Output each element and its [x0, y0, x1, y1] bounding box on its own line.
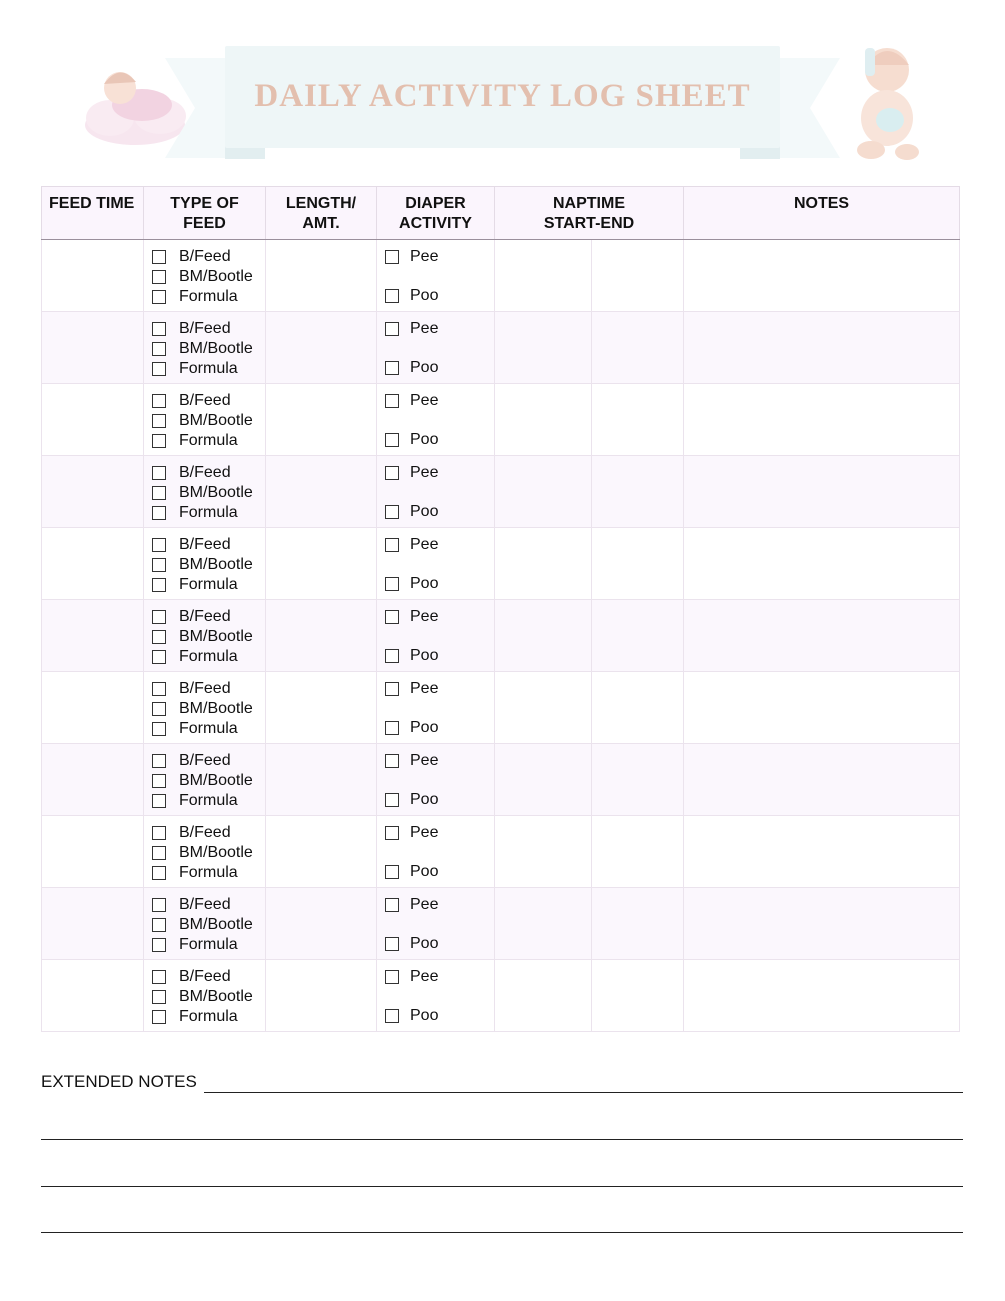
notes-cell[interactable] [684, 312, 960, 384]
diaper-activity-cell [377, 960, 495, 1032]
diaper-option [385, 646, 494, 666]
feed-option-label: BM/Bootle [179, 988, 253, 1005]
diaper-option [385, 823, 494, 843]
checkbox-icon[interactable] [152, 722, 166, 736]
length-amt-cell[interactable] [266, 672, 377, 744]
feed-option [152, 503, 265, 523]
diaper-option [385, 391, 494, 411]
naptime-start-cell[interactable] [495, 960, 592, 1032]
naptime-end-cell[interactable] [592, 816, 684, 888]
table-header-row [42, 187, 960, 240]
type-of-feed-cell [144, 240, 266, 312]
feed-option-label: B/Feed [179, 752, 231, 769]
diaper-option [385, 535, 494, 555]
diaper-activity-cell [377, 456, 495, 528]
checkbox-icon[interactable] [152, 362, 166, 376]
checkbox-icon[interactable] [152, 650, 166, 664]
col-diaper-activity: DIAPER ACTIVITY [377, 187, 495, 240]
feed-option-label: B/Feed [179, 608, 231, 625]
checkbox-icon[interactable] [152, 558, 166, 572]
checkbox-icon[interactable] [152, 630, 166, 644]
checkbox-icon[interactable] [152, 322, 166, 336]
type-of-feed-cell [144, 600, 266, 672]
notes-line[interactable] [41, 1232, 963, 1233]
checkbox-icon[interactable] [385, 970, 399, 984]
naptime-end-cell[interactable] [592, 888, 684, 960]
notes-cell[interactable] [684, 816, 960, 888]
diaper-activity-cell [377, 600, 495, 672]
length-amt-cell[interactable] [266, 240, 377, 312]
diaper-option-label: Poo [410, 647, 439, 664]
type-of-feed-cell [144, 672, 266, 744]
checkbox-icon[interactable] [385, 250, 399, 264]
feed-option-label: Formula [179, 936, 238, 953]
feed-option [152, 791, 265, 811]
table-row [42, 960, 960, 1032]
feed-option-label: Formula [179, 576, 238, 593]
naptime-end-cell[interactable] [592, 528, 684, 600]
diaper-option [385, 358, 494, 378]
feed-option [152, 627, 265, 647]
table-body [42, 240, 960, 1032]
length-amt-cell[interactable] [266, 960, 377, 1032]
feed-option-label: BM/Bootle [179, 844, 253, 861]
checkbox-icon[interactable] [152, 898, 166, 912]
diaper-option-label: Pee [410, 608, 439, 625]
checkbox-icon[interactable] [152, 250, 166, 264]
checkbox-icon[interactable] [152, 610, 166, 624]
diaper-activity-cell [377, 672, 495, 744]
checkbox-icon[interactable] [152, 970, 166, 984]
diaper-option-label: Pee [410, 464, 439, 481]
checkbox-icon[interactable] [385, 466, 399, 480]
diaper-option [385, 463, 494, 483]
type-of-feed-cell [144, 888, 266, 960]
naptime-start-cell[interactable] [495, 528, 592, 600]
col-length-amt: LENGTH/ AMT. [266, 187, 377, 240]
diaper-option [385, 679, 494, 699]
length-amt-cell[interactable] [266, 744, 377, 816]
col-type-of-feed: TYPE OF FEED [144, 187, 266, 240]
checkbox-icon[interactable] [385, 505, 399, 519]
naptime-start-cell[interactable] [495, 672, 592, 744]
feed-time-cell[interactable] [42, 744, 144, 816]
feed-time-cell[interactable] [42, 888, 144, 960]
diaper-option [385, 502, 494, 522]
naptime-end-cell[interactable] [592, 600, 684, 672]
table-row [42, 384, 960, 456]
feed-time-cell[interactable] [42, 312, 144, 384]
feed-option-label: Formula [179, 432, 238, 449]
diaper-option-label: Poo [410, 791, 439, 808]
type-of-feed-cell [144, 960, 266, 1032]
checkbox-icon[interactable] [385, 361, 399, 375]
checkbox-icon[interactable] [385, 865, 399, 879]
feed-option-label: B/Feed [179, 248, 231, 265]
feed-time-cell[interactable] [42, 600, 144, 672]
feed-option [152, 935, 265, 955]
checkbox-icon[interactable] [152, 774, 166, 788]
feed-option-label: Formula [179, 360, 238, 377]
diaper-option-label: Pee [410, 392, 439, 409]
checkbox-icon[interactable] [385, 577, 399, 591]
feed-option [152, 1007, 265, 1027]
checkbox-icon[interactable] [152, 682, 166, 696]
extended-notes-label: EXTENDED NOTES [41, 1072, 197, 1091]
diaper-activity-cell [377, 384, 495, 456]
diaper-activity-cell [377, 312, 495, 384]
diaper-option [385, 751, 494, 771]
diaper-option [385, 286, 494, 306]
feed-option-label: B/Feed [179, 464, 231, 481]
feed-option [152, 771, 265, 791]
checkbox-icon[interactable] [152, 466, 166, 480]
feed-option-label: BM/Bootle [179, 628, 253, 645]
table-row [42, 240, 960, 312]
feed-option [152, 863, 265, 883]
table-row [42, 312, 960, 384]
diaper-option-label: Poo [410, 1007, 439, 1024]
feed-option-label: B/Feed [179, 896, 231, 913]
diaper-option [385, 967, 494, 987]
feed-option [152, 555, 265, 575]
naptime-end-cell[interactable] [592, 672, 684, 744]
feed-time-cell[interactable] [42, 240, 144, 312]
feed-option [152, 719, 265, 739]
notes-cell[interactable] [684, 528, 960, 600]
feed-option [152, 607, 265, 627]
length-amt-cell[interactable] [266, 384, 377, 456]
diaper-option-label: Poo [410, 719, 439, 736]
diaper-activity-cell [377, 816, 495, 888]
checkbox-icon[interactable] [152, 702, 166, 716]
checkbox-icon[interactable] [385, 1009, 399, 1023]
diaper-option-label: Pee [410, 824, 439, 841]
diaper-option [385, 247, 494, 267]
feed-option [152, 575, 265, 595]
notes-cell[interactable] [684, 960, 960, 1032]
feed-option [152, 267, 265, 287]
checkbox-icon[interactable] [385, 433, 399, 447]
feed-time-cell[interactable] [42, 816, 144, 888]
checkbox-icon[interactable] [152, 578, 166, 592]
type-of-feed-cell [144, 816, 266, 888]
diaper-option [385, 934, 494, 954]
col-feed-time: FEED TIME [42, 187, 144, 240]
checkbox-icon[interactable] [385, 826, 399, 840]
checkbox-icon[interactable] [152, 918, 166, 932]
checkbox-icon[interactable] [385, 721, 399, 735]
diaper-option-label: Pee [410, 752, 439, 769]
diaper-option-label: Pee [410, 680, 439, 697]
checkbox-icon[interactable] [385, 394, 399, 408]
feed-option [152, 411, 265, 431]
feed-option [152, 699, 265, 719]
diaper-activity-cell [377, 528, 495, 600]
feed-option-label: B/Feed [179, 968, 231, 985]
naptime-end-cell[interactable] [592, 744, 684, 816]
feed-option-label: BM/Bootle [179, 916, 253, 933]
table-row [42, 600, 960, 672]
diaper-option-label: Poo [410, 359, 439, 376]
feed-option-label: Formula [179, 648, 238, 665]
feed-option [152, 287, 265, 307]
checkbox-icon[interactable] [152, 538, 166, 552]
page-title: DAILY ACTIVITY LOG SHEET [254, 78, 751, 114]
table-row [42, 672, 960, 744]
feed-option-label: BM/Bootle [179, 556, 253, 573]
notes-cell[interactable] [684, 888, 960, 960]
feed-option-label: Formula [179, 864, 238, 881]
naptime-end-cell[interactable] [592, 456, 684, 528]
notes-cell[interactable] [684, 672, 960, 744]
header-banner [80, 40, 930, 170]
notes-cell[interactable] [684, 456, 960, 528]
naptime-end-cell[interactable] [592, 240, 684, 312]
feed-option-label: BM/Bootle [179, 772, 253, 789]
checkbox-icon[interactable] [385, 322, 399, 336]
diaper-option-label: Poo [410, 935, 439, 952]
checkbox-icon[interactable] [385, 937, 399, 951]
feed-option [152, 339, 265, 359]
col-naptime: NAPTIME START-END [495, 187, 684, 240]
checkbox-icon[interactable] [385, 793, 399, 807]
checkbox-icon[interactable] [152, 846, 166, 860]
type-of-feed-cell [144, 528, 266, 600]
type-of-feed-cell [144, 456, 266, 528]
diaper-activity-cell [377, 240, 495, 312]
notes-cell[interactable] [684, 600, 960, 672]
feed-option-label: B/Feed [179, 824, 231, 841]
naptime-end-cell[interactable] [592, 960, 684, 1032]
feed-option [152, 535, 265, 555]
length-amt-cell[interactable] [266, 528, 377, 600]
diaper-option [385, 430, 494, 450]
feed-time-cell[interactable] [42, 960, 144, 1032]
feed-option [152, 915, 265, 935]
checkbox-icon[interactable] [385, 538, 399, 552]
checkbox-icon[interactable] [385, 682, 399, 696]
feed-option [152, 483, 265, 503]
naptime-start-cell[interactable] [495, 816, 592, 888]
feed-option [152, 431, 265, 451]
feed-option-label: BM/Bootle [179, 700, 253, 717]
feed-option-label: Formula [179, 1008, 238, 1025]
checkbox-icon[interactable] [152, 938, 166, 952]
feed-option-label: BM/Bootle [179, 268, 253, 285]
feed-option [152, 895, 265, 915]
table-row [42, 744, 960, 816]
feed-option-label: Formula [179, 720, 238, 737]
checkbox-icon[interactable] [385, 610, 399, 624]
feed-option [152, 967, 265, 987]
checkbox-icon[interactable] [152, 506, 166, 520]
diaper-option-label: Pee [410, 536, 439, 553]
naptime-start-cell[interactable] [495, 744, 592, 816]
feed-option-label: Formula [179, 288, 238, 305]
feed-option [152, 247, 265, 267]
checkbox-icon[interactable] [385, 649, 399, 663]
feed-option-label: BM/Bootle [179, 412, 253, 429]
diaper-option-label: Poo [410, 863, 439, 880]
checkbox-icon[interactable] [152, 1010, 166, 1024]
table-row [42, 528, 960, 600]
diaper-option-label: Poo [410, 431, 439, 448]
feed-time-cell[interactable] [42, 528, 144, 600]
feed-option [152, 463, 265, 483]
diaper-option [385, 574, 494, 594]
diaper-option-label: Pee [410, 248, 439, 265]
notes-cell[interactable] [684, 240, 960, 312]
feed-option-label: Formula [179, 792, 238, 809]
table-row [42, 888, 960, 960]
checkbox-icon[interactable] [152, 794, 166, 808]
diaper-activity-cell [377, 744, 495, 816]
diaper-option [385, 790, 494, 810]
diaper-option-label: Pee [410, 896, 439, 913]
checkbox-icon[interactable] [152, 270, 166, 284]
naptime-start-cell[interactable] [495, 600, 592, 672]
naptime-start-cell[interactable] [495, 384, 592, 456]
activity-log-table [41, 186, 960, 1032]
feed-option-label: BM/Bootle [179, 340, 253, 357]
diaper-option [385, 862, 494, 882]
diaper-option-label: Pee [410, 320, 439, 337]
length-amt-cell[interactable] [266, 888, 377, 960]
feed-option [152, 647, 265, 667]
diaper-option-label: Poo [410, 287, 439, 304]
naptime-end-cell[interactable] [592, 312, 684, 384]
feed-time-cell[interactable] [42, 456, 144, 528]
feed-option-label: B/Feed [179, 320, 231, 337]
feed-option [152, 679, 265, 699]
feed-option [152, 359, 265, 379]
checkbox-icon[interactable] [385, 754, 399, 768]
diaper-option [385, 895, 494, 915]
feed-option-label: BM/Bootle [179, 484, 253, 501]
naptime-start-cell[interactable] [495, 456, 592, 528]
naptime-end-cell[interactable] [592, 384, 684, 456]
checkbox-icon[interactable] [152, 486, 166, 500]
checkbox-icon[interactable] [152, 290, 166, 304]
diaper-activity-cell [377, 888, 495, 960]
type-of-feed-cell [144, 744, 266, 816]
feed-option [152, 319, 265, 339]
checkbox-icon[interactable] [152, 342, 166, 356]
notes-line[interactable] [41, 1139, 963, 1140]
feed-option-label: B/Feed [179, 536, 231, 553]
feed-option-label: B/Feed [179, 680, 231, 697]
diaper-option-label: Pee [410, 968, 439, 985]
checkbox-icon[interactable] [152, 826, 166, 840]
feed-time-cell[interactable] [42, 384, 144, 456]
table-row [42, 456, 960, 528]
diaper-option [385, 1006, 494, 1026]
length-amt-cell[interactable] [266, 456, 377, 528]
col-notes: NOTES [684, 187, 960, 240]
checkbox-icon[interactable] [152, 394, 166, 408]
diaper-option [385, 718, 494, 738]
feed-option [152, 391, 265, 411]
notes-line[interactable] [41, 1186, 963, 1187]
checkbox-icon[interactable] [385, 289, 399, 303]
length-amt-cell[interactable] [266, 312, 377, 384]
feed-option-label: Formula [179, 504, 238, 521]
diaper-option-label: Poo [410, 503, 439, 520]
notes-cell[interactable] [684, 744, 960, 816]
baby-with-bottle-illustration [835, 40, 930, 165]
type-of-feed-cell [144, 312, 266, 384]
length-amt-cell[interactable] [266, 816, 377, 888]
feed-option [152, 987, 265, 1007]
naptime-start-cell[interactable] [495, 240, 592, 312]
naptime-start-cell[interactable] [495, 312, 592, 384]
feed-option [152, 823, 265, 843]
feed-option-label: B/Feed [179, 392, 231, 409]
checkbox-icon[interactable] [152, 990, 166, 1004]
feed-option [152, 751, 265, 771]
notes-cell[interactable] [684, 384, 960, 456]
checkbox-icon[interactable] [152, 434, 166, 448]
type-of-feed-cell [144, 384, 266, 456]
feed-time-cell[interactable] [42, 672, 144, 744]
checkbox-icon[interactable] [152, 866, 166, 880]
length-amt-cell[interactable] [266, 600, 377, 672]
diaper-option-label: Poo [410, 575, 439, 592]
notes-line[interactable] [204, 1092, 963, 1093]
diaper-option [385, 319, 494, 339]
checkbox-icon[interactable] [152, 414, 166, 428]
checkbox-icon[interactable] [385, 898, 399, 912]
feed-option [152, 843, 265, 863]
checkbox-icon[interactable] [152, 754, 166, 768]
naptime-start-cell[interactable] [495, 888, 592, 960]
diaper-option [385, 607, 494, 627]
table-row [42, 816, 960, 888]
